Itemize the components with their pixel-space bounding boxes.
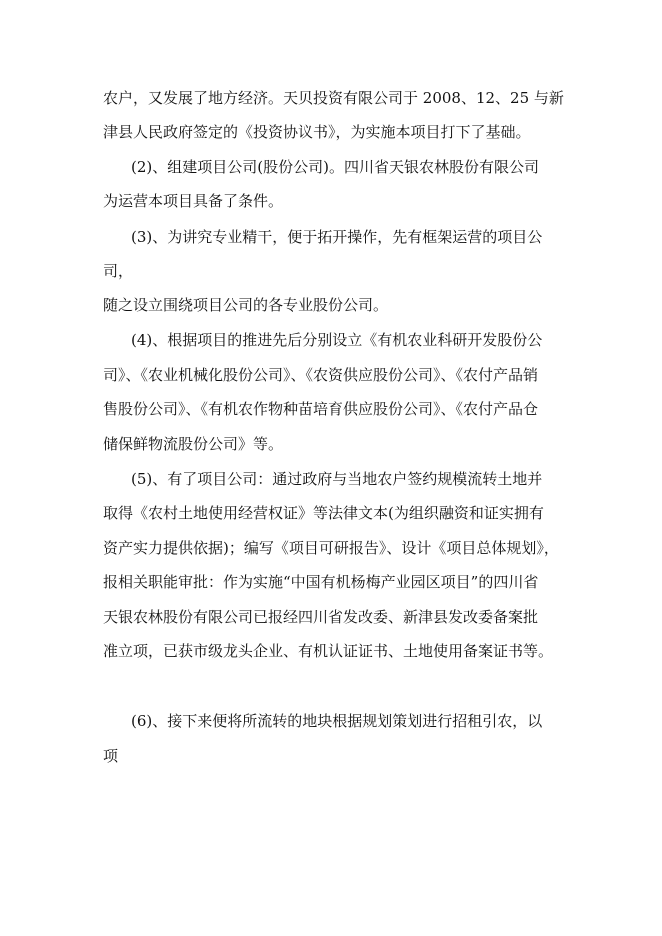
text-line: 资产实力提供依据)；编写《项目可研报告》、设计《项目总体规划》， <box>103 539 559 557</box>
text-line: 取得《农村土地使用经营权证》等法律文本(为组织融资和证实拥有 <box>103 504 544 522</box>
text-line: (6)、接下来便将所流转的地块根据规划策划进行招租引农，以 <box>131 712 543 730</box>
text-line: 项 <box>103 747 119 765</box>
text-line: (4)、根据项目的推进先后分别设立《有机农业科研开发股份公 <box>131 331 543 349</box>
text-line: 司》、《农业机械化股份公司》、《农资供应股份公司》、《农付产品销 <box>103 366 539 384</box>
text-line: 津县人民政府签定的《投资协议书》，为实施本项目打下了基础。 <box>103 123 531 141</box>
text-line: (5)、有了项目公司：通过政府与当地农户签约规模流转土地并 <box>131 470 543 488</box>
text-line: 随之设立围绕项目公司的各专业股份公司。 <box>103 296 389 314</box>
text-line: 为运营本项目具备了条件。 <box>103 192 284 210</box>
text-line: 报相关职能审批：作为实施“中国有机杨梅产业园区项目”的四川省 <box>103 573 539 591</box>
text-line: 售股份公司》、《有机农作物种苗培育供应股份公司》、《农付产品仓 <box>103 400 539 418</box>
text-line: 准立项，已获市级龙头企业、有机认证证书、土地使用备案证书等。 <box>103 642 554 660</box>
text-line: (2)、组建项目公司(股份公司)。四川省天银农林股份有限公司 <box>131 158 539 176</box>
text-line: 农户，又发展了地方经济。天贝投资有限公司于 2008、12、25 与新 <box>103 89 564 107</box>
text-line: 储保鲜物流股份公司》等。 <box>103 435 284 453</box>
text-line: 天银农林股份有限公司已报经四川省发改委、新津县发改委备案批 <box>103 608 539 626</box>
text-line: 司， <box>103 262 134 280</box>
text-line: (3)、为讲究专业精干，便于拓开操作，先有框架运营的项目公 <box>131 228 543 246</box>
